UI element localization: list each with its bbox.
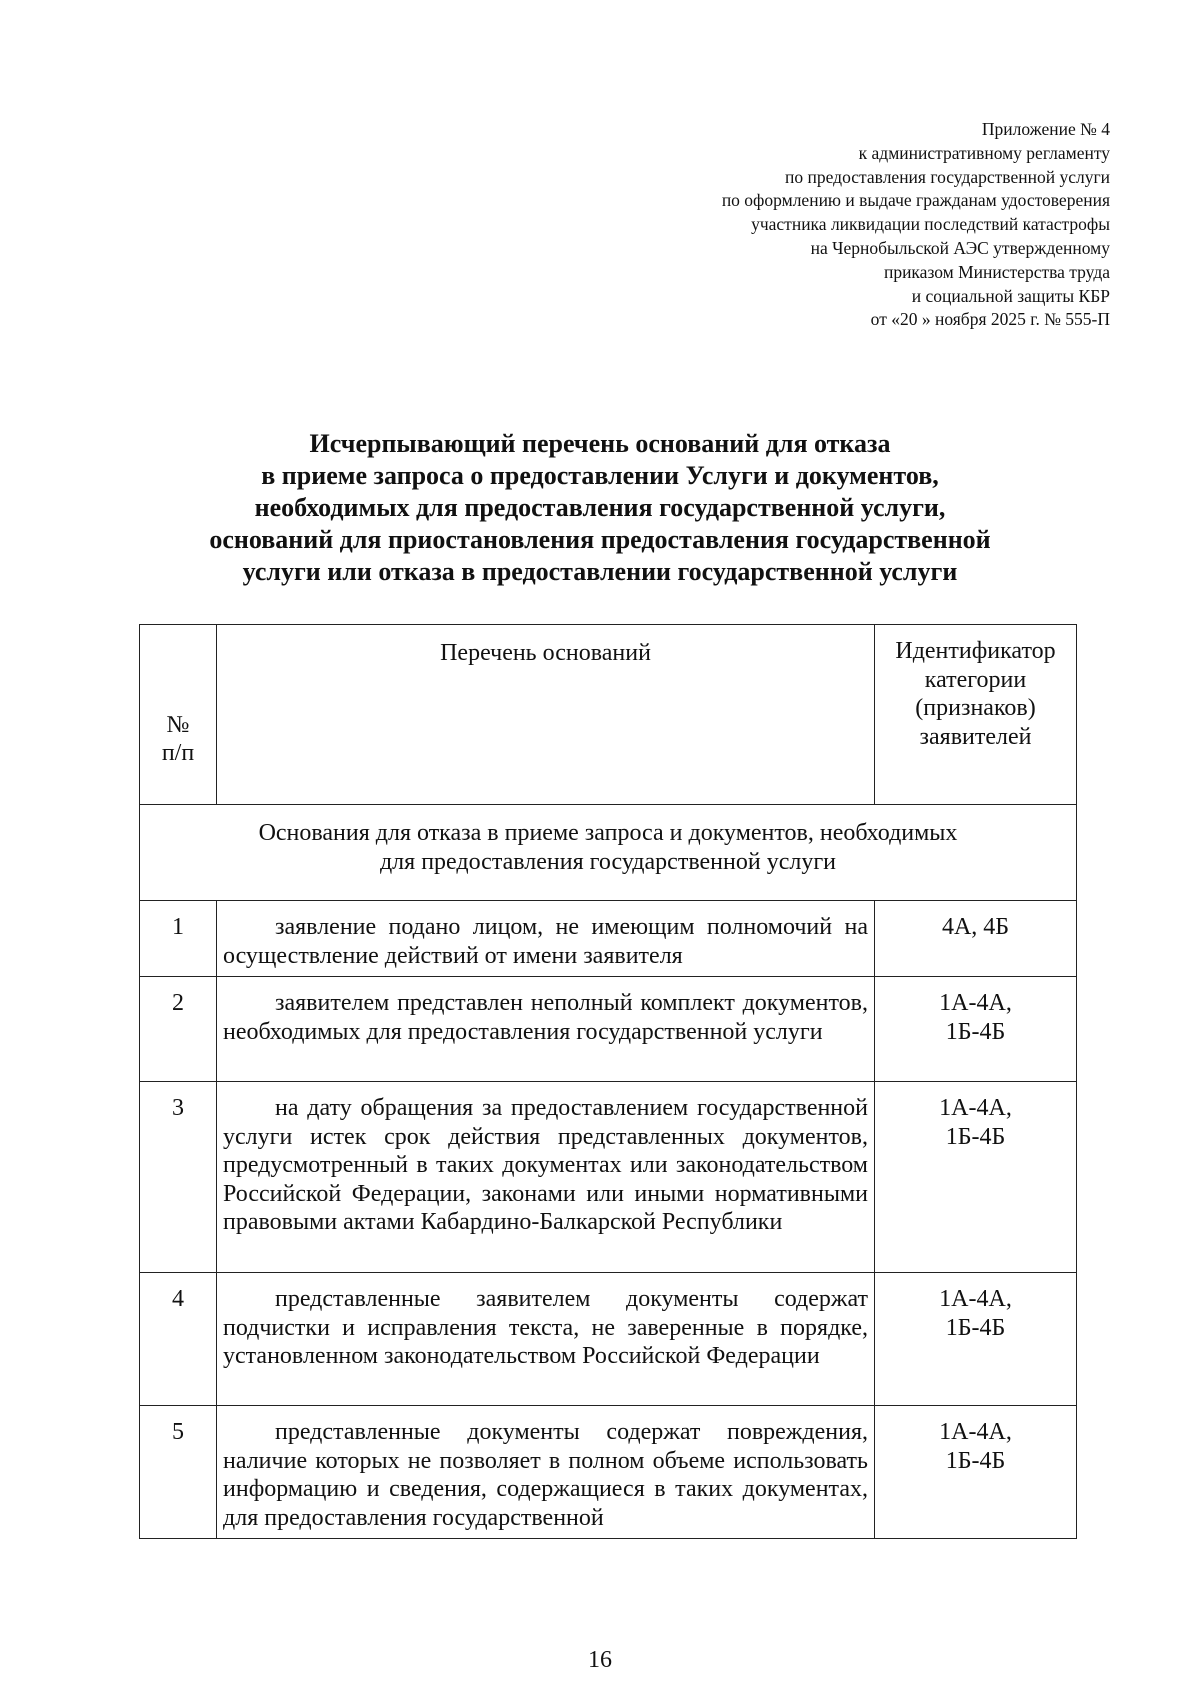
- appendix-line: Приложение № 4: [981, 119, 1110, 139]
- appendix-line: участника ликвидации последствий катастрофы: [751, 214, 1110, 235]
- row-identifier-line: 1Б-4Б: [945, 1314, 1006, 1341]
- row-number: 5: [140, 1406, 217, 1539]
- header-grounds: Перечень оснований: [217, 625, 875, 805]
- row-text: [217, 977, 875, 1082]
- title-line: услуги или отказа в предоставлении государственной услуги: [242, 557, 958, 586]
- row-identifier: [875, 1082, 1077, 1273]
- appendix-line: и социальной защиты КБР: [911, 285, 1110, 306]
- table-header-row: [140, 625, 1077, 805]
- row-identifier: [875, 1273, 1077, 1406]
- row-text-content: на дату обращения за предоставлением государственной услуги истек срок действия представленных документов, предусмотренный в таких документах или законодательством Российской Федерации, законами или иными нормативными правовыми актами Кабардино-Балкарской Республики: [223, 1095, 868, 1235]
- section-line: Основания для отказа в приеме запроса и документов, необходимых: [258, 820, 958, 846]
- row-text-content: представленные документы содержат повреждения, наличие которых не позволяет в полном объеме использовать информацию и сведения, содержащиеся в таких документах, для предоставления государственной: [223, 1419, 868, 1531]
- title-line: необходимых для предоставления государственной услуги,: [254, 493, 946, 522]
- row-identifier-line: 1А-4А,: [939, 1419, 1012, 1445]
- row-text-content: заявление подано лицом, не имеющим полномочий на осуществление действий от имени заявителя: [223, 914, 868, 969]
- row-text: [217, 1082, 875, 1273]
- grounds-table: [139, 624, 1077, 1539]
- header-number-line: п/п: [161, 740, 195, 766]
- appendix-line: приказом Министерства труда: [883, 261, 1110, 282]
- row-identifier-line: 4А, 4Б: [941, 914, 1010, 940]
- appendix-line: от «20 » ноября 2025 г. № 555-П: [870, 309, 1110, 330]
- appendix-line: на Чернобыльской АЭС утвержденному: [810, 237, 1110, 258]
- row-identifier-line: 1Б-4Б: [945, 1018, 1006, 1045]
- row-identifier: [875, 901, 1077, 977]
- page-number: 16: [588, 1647, 612, 1673]
- row-number: 2: [140, 977, 217, 1082]
- row-number: 3: [140, 1082, 217, 1273]
- row-identifier: [875, 977, 1077, 1082]
- section-row: [140, 805, 1077, 901]
- header-identifier-line: заявителей: [919, 723, 1032, 750]
- section-heading: [140, 805, 1077, 901]
- row-identifier-line: 1А-4А,: [939, 1095, 1012, 1121]
- table-row: [140, 901, 1077, 977]
- header-identifier-line: категории: [924, 666, 1027, 693]
- table-row: [140, 1082, 1077, 1273]
- table-row: [140, 977, 1077, 1082]
- section-line: для предоставления государственной услуги: [379, 848, 837, 875]
- row-identifier-line: 1Б-4Б: [945, 1123, 1006, 1150]
- row-identifier-line: 1А-4А,: [939, 1286, 1012, 1312]
- row-text: [217, 1406, 875, 1539]
- table-row: [140, 1406, 1077, 1539]
- header-number-line: №: [166, 711, 190, 738]
- appendix-line: по оформлению и выдаче гражданам удостоверения: [721, 190, 1110, 211]
- header-identifier: [875, 625, 1077, 805]
- title-line: Исчерпывающий перечень оснований для отказа: [309, 429, 891, 458]
- row-number: 4: [140, 1273, 217, 1406]
- header-identifier-line: (признаков): [915, 695, 1036, 721]
- title-line: в приеме запроса о предоставлении Услуги и документов,: [261, 461, 939, 490]
- appendix-line: по предоставления государственной услуги: [785, 166, 1110, 187]
- row-text: [217, 901, 875, 977]
- row-number: 1: [140, 901, 217, 977]
- row-text-content: представленные заявителем документы содержат подчистки и исправления текста, не заверенные в порядке, установленном законодательством Российской Федерации: [223, 1286, 868, 1369]
- title-line: оснований для приостановления предоставления государственной: [209, 525, 991, 554]
- row-text-content: заявителем представлен неполный комплект документов, необходимых для предоставления государственной услуги: [223, 990, 868, 1045]
- row-identifier: [875, 1406, 1077, 1539]
- appendix-block: [722, 118, 1110, 332]
- appendix-line: к административному регламенту: [858, 142, 1110, 163]
- header-number: [140, 625, 217, 805]
- row-identifier-line: 1Б-4Б: [945, 1447, 1006, 1474]
- table-row: [140, 1273, 1077, 1406]
- row-text: [217, 1273, 875, 1406]
- document-title: [150, 428, 1050, 588]
- row-identifier-line: 1А-4А,: [939, 990, 1012, 1016]
- header-identifier-line: Идентификатор: [895, 638, 1056, 664]
